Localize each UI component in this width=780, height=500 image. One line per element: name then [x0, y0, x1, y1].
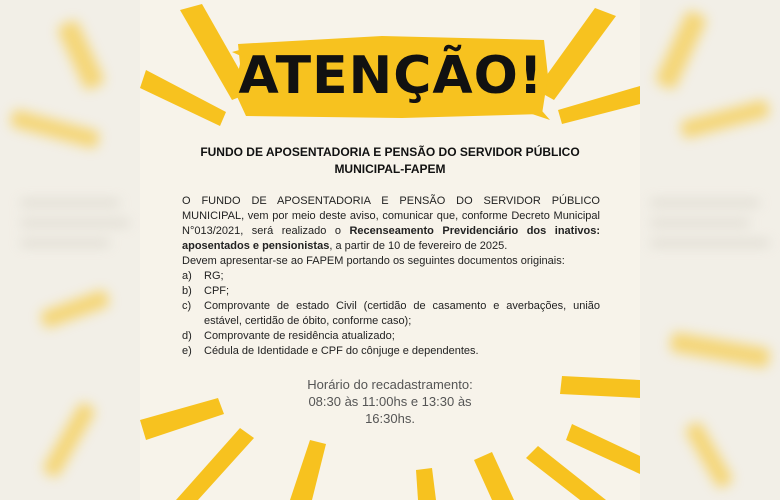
organization-title — [190, 144, 590, 178]
blurred-background-right — [640, 0, 780, 500]
list-item-text: Comprovante de residência atualizado; — [204, 330, 395, 342]
schedule — [260, 376, 520, 427]
list-item-text: RG; — [204, 270, 224, 282]
ray — [140, 70, 226, 126]
list-item — [182, 299, 600, 329]
list-item-text: CPF; — [204, 285, 230, 297]
ray — [526, 446, 606, 500]
requirement-text: Devem apresentar-se ao FAPEM portando os seguintes documentos originais: — [182, 255, 565, 267]
organization-title-line: MUNICIPAL-FAPEM — [334, 162, 446, 176]
list-marker: e) — [182, 345, 192, 357]
schedule-line: 16:30hs. — [365, 411, 415, 426]
list-item — [182, 329, 600, 344]
notice-poster — [140, 0, 640, 500]
schedule-line: Horário do recadastramento: — [307, 377, 473, 392]
organization-title-line: FUNDO DE APOSENTADORIA E PENSÃO DO SERVIDOR PÚBLICO — [200, 145, 580, 159]
list-marker: d) — [182, 330, 192, 342]
ray — [290, 440, 326, 500]
headline-banner — [232, 30, 550, 122]
list-item — [182, 269, 600, 284]
census-name: Recenseamento Previdenciário dos inativos: aposentados e pensionistas — [182, 225, 600, 252]
intro-date: , a partir de 10 de fevereiro de 2025. — [329, 240, 508, 252]
list-marker: a) — [182, 270, 192, 282]
ray — [566, 424, 640, 474]
list-marker: c) — [182, 300, 192, 312]
notice-body — [182, 194, 600, 359]
ray — [474, 452, 514, 500]
schedule-line: 08:30 às 11:00hs e 13:30 às — [308, 394, 472, 409]
list-item-text: Cédula de Identidade e CPF do cônjuge e dependentes. — [204, 345, 479, 357]
ray — [176, 428, 254, 500]
ray — [140, 398, 224, 440]
documents-list — [182, 269, 600, 359]
intro-paragraph — [182, 194, 600, 254]
list-item — [182, 344, 600, 359]
list-item — [182, 284, 600, 299]
ray — [558, 86, 640, 124]
ray — [560, 376, 640, 398]
list-marker: b) — [182, 285, 192, 297]
ray — [416, 468, 436, 500]
blurred-background-left — [0, 0, 140, 500]
headline: ATENÇÃO! — [238, 46, 544, 106]
list-item-text: Comprovante de estado Civil (certidão de casamento e averbações, união estável, certidão de óbito, conforme caso); — [204, 300, 600, 327]
intro-text: O FUNDO DE APOSENTADORIA E PENSÃO DO SERVIDOR PÚBLICO MUNICIPAL, vem por meio deste aviso, comunicar que, conforme Decreto Municipal N°013/2021, será realizado o — [182, 195, 600, 237]
